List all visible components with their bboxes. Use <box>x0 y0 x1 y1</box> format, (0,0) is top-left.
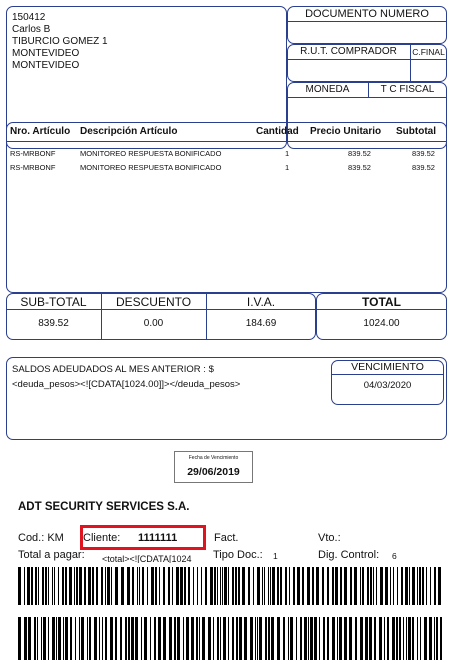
total-value: 1024.00 <box>363 318 400 329</box>
iva-value: 184.69 <box>245 318 277 329</box>
totals-left-divider-h <box>6 309 316 310</box>
company-name: ADT SECURITY SERVICES S.A. <box>18 501 190 513</box>
total-divider-h <box>316 309 447 310</box>
expiry-date: 29/06/2019 <box>187 466 240 478</box>
col-unit-price: Precio Unitario <box>310 126 382 137</box>
total-pay-label: Total a pagar: <box>18 549 85 561</box>
balance-text: SALDOS ADEUDADOS AL MES ANTERIOR : $ <box>12 364 214 375</box>
expiry-label: Fecha de Vencimiento <box>188 455 239 461</box>
discount-value: 0.00 <box>143 318 164 329</box>
customer-address: TIBURCIO GOMEZ 1 <box>12 36 108 47</box>
col-quantity: Cantidad <box>256 126 299 137</box>
row-1-subtotal: 839.52 <box>412 149 435 158</box>
row-2-qty: 1 <box>285 163 290 172</box>
subtotal-label: SUB-TOTAL <box>20 295 87 309</box>
doc-type-label: Tipo Doc.: <box>213 549 263 561</box>
total-pay-value: <total><![CDATA[1024 <box>102 554 192 563</box>
iva-label: I.V.A. <box>246 295 276 309</box>
discount-label: DESCUENTO <box>115 295 192 309</box>
cod-label: Cod.: KM <box>18 532 64 544</box>
items-table-box <box>6 122 447 293</box>
row-2-code: RS-MRBONF <box>10 163 56 172</box>
row-1-description: MONITOREO RESPUESTA BONIFICADO <box>80 149 222 158</box>
barcode-bar <box>440 617 442 660</box>
doc-type-value: 1 <box>273 551 278 561</box>
row-1-unit-price: 839.52 <box>348 149 371 158</box>
barcode-bottom <box>18 617 442 660</box>
rut-divider <box>287 59 447 60</box>
due-date-value: 04/03/2020 <box>363 380 412 391</box>
items-header-divider <box>6 141 447 142</box>
barcode-bar <box>441 567 442 605</box>
subtotal-value: 839.52 <box>38 318 69 329</box>
fact-label: Fact. <box>214 532 239 544</box>
row-2-subtotal: 839.52 <box>412 163 435 172</box>
currency-label: MONEDA <box>305 84 350 95</box>
customer-id: 150412 <box>12 12 46 23</box>
due-date-divider <box>331 374 444 375</box>
barcode-top <box>18 567 442 605</box>
tc-fiscal-label: T C FISCAL <box>380 84 435 95</box>
row-1-code: RS-MRBONF <box>10 149 56 158</box>
document-number-divider <box>287 21 447 22</box>
customer-city: MONTEVIDEO <box>12 48 80 59</box>
check-digit-value: 6 <box>392 551 397 561</box>
total-label: TOTAL <box>362 295 401 309</box>
col-article-number: Nro. Artículo <box>10 126 71 137</box>
rut-label: R.U.T. COMPRADOR <box>300 46 397 57</box>
row-1-qty: 1 <box>285 149 290 158</box>
col-subtotal: Subtotal <box>396 126 436 137</box>
vto-label: Vto.: <box>318 532 341 544</box>
check-digit-label: Dig. Control: <box>318 549 380 561</box>
due-date-label: VENCIMIENTO <box>351 361 424 373</box>
customer-name: Carlos B <box>12 24 51 35</box>
document-number-label: DOCUMENTO NUMERO <box>305 8 429 20</box>
currency-divider-h <box>287 97 447 98</box>
row-2-description: MONITOREO RESPUESTA BONIFICADO <box>80 163 222 172</box>
client-value: 1111111 <box>138 532 178 544</box>
row-2-unit-price: 839.52 <box>348 163 371 172</box>
client-label: Cliente: <box>83 532 121 544</box>
balance-value: <deuda_pesos><![CDATA[1024.00]]></deuda_pesos> <box>12 379 241 390</box>
total-pay-value-clip <box>102 549 209 563</box>
cfinal-label: C.FINAL <box>412 47 445 57</box>
col-description: Descripción Artículo <box>80 126 178 137</box>
customer-department: MONTEVIDEO <box>12 60 80 71</box>
